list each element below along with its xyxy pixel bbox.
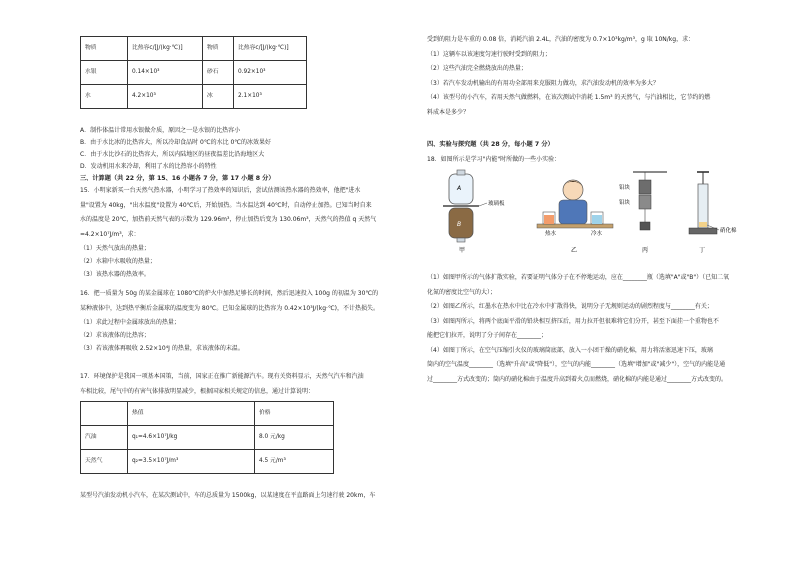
- q18-part: 过________方式改变的；筒内的硝化棉由于温度升高到着火点而燃烧，硝化棉的内能是通过________方式改变的。: [427, 375, 728, 383]
- caption-b: 乙: [571, 246, 578, 254]
- label-a: A: [457, 184, 462, 192]
- caption-a: 甲: [459, 246, 466, 254]
- option-a: A．制作体温计常用水银做介质，原因之一是水银的比热容小: [80, 127, 241, 134]
- table-row: 水银 0.14×10³ 砂石 0.92×10³: [81, 61, 307, 85]
- cold-water-label: 冷水: [591, 230, 603, 237]
- q15-subquestion: （1）天然气放出的热量；: [80, 245, 150, 253]
- table-row: 天然气 q₂=3.5×10⁷J/m³ 4.5 元/m³: [81, 449, 334, 473]
- q17-text: 某型号汽油发动机小汽车，在某次测试中，车的总质量为 1500kg，以某速度在平直路面上匀速行驶 20km，车: [80, 491, 376, 499]
- caption-c: 丙: [642, 246, 649, 254]
- q17-subquestion: （3）若汽车发动机输出的有用功全部用来克服阻力做功，求汽油发动机的效率为多大？: [427, 79, 659, 87]
- q17-text: 17．环境保护是我国一项基本国策，当前，国家正在推广新能源汽车。现有关资料显示，天然气汽车和汽油: [80, 373, 364, 381]
- q18-intro: 18．如图所示是学习"内能"时所做的一些小实验：: [427, 155, 561, 163]
- desk: [537, 224, 613, 228]
- q15-subquestion: （2）水箱中水吸收的热量；: [80, 258, 156, 266]
- q17-text: 车相比较，尾气中的有害气体排放明显减少，根据国家相关规定的信息，通过计算说明：: [80, 387, 315, 395]
- section-heading: 四、实验与探究题（共 28 分，每小题 7 分）: [427, 141, 554, 148]
- cotton-label: 硝化棉: [720, 227, 737, 234]
- q16-text: 16．把一质量为 50g 的某金属球在 1080℃的炉火中加热足够长的时间，然后迅速投入 100g 的初温为 30℃的: [80, 290, 379, 298]
- q17-subquestion: （4）该型号的小汽车，若用天然气做燃料，在该次测试中消耗 1.5m³ 的天然气，与汽油相比，它节约的燃: [427, 94, 711, 101]
- weight-icon: [640, 222, 650, 230]
- fuel-table: [80, 401, 334, 474]
- q15-text: 量"设置为 40kg，"出水温度"设置为 40℃后，开始加热。当水温达到 40℃时，自动停止加热。已知当时自来: [80, 201, 372, 209]
- student-experiment: [537, 180, 613, 237]
- q17-subquestion: （1）这辆车以该速度匀速行驶时受到的阻力；: [427, 50, 551, 58]
- q18-part: 能把它们拉开，说明了分子间存在________；: [427, 332, 548, 340]
- left-column: [80, 36, 410, 499]
- q16-text: 某种液体中，达到热平衡后金属球的温度变为 80℃。已知金属球的比热容为 0.42×10³J/(kg·℃)，不计热损失。: [80, 304, 380, 312]
- experiment-figure: [427, 168, 779, 272]
- option-b: B．由于水比冰的比热容大，所以冷却食品时 0℃的水比 0℃的冰效果好: [80, 139, 272, 146]
- specific-heat-table: [80, 36, 307, 109]
- q17-subquestion: 料成本是多少？: [427, 108, 470, 116]
- q18-part: （3）如图丙所示，将两个底面平滑的铅块相互挤压后，用力拉开但很难将它们分开，甚至下面挂一个重物也不: [427, 317, 719, 325]
- lead-label-2: 铅块: [619, 199, 631, 206]
- table-header-row: 热值 价格: [81, 401, 334, 425]
- table-row: 水 4.2×10³ 冰 2.1×10³: [81, 85, 307, 109]
- label-b: B: [457, 220, 462, 228]
- q18-part: （2）如图乙所示，红墨水在热水中比在冷水中扩散得快，说明分子无规则运动的剧烈程度与________有关；: [427, 303, 713, 311]
- lead-block-apparatus: [619, 172, 667, 230]
- glass-label: 玻璃板: [488, 200, 505, 207]
- q17-subquestion: （2）这些汽油完全燃烧放出的热量；: [427, 65, 527, 72]
- q18-part: （4）如图丁所示，在空气压缩引火仪的玻璃筒底部，放入一小团干燥的硝化棉，用力将活塞迅速下压，玻璃: [427, 346, 713, 354]
- student-head-icon: [563, 180, 583, 200]
- q15-text: 15．小明家新买一台天然气热水器，小明学习了热效率的知识后，尝试估测该热水器的热效率，他把"进水: [80, 187, 361, 195]
- q16-subquestion: （1）求此过程中金属球放出的热量；: [80, 319, 180, 327]
- q18-part: 筒内的空气温度________（选填"升高"或"降低"），空气的内能________（选填"增加"或"减少"），空气的内能是通: [427, 361, 726, 369]
- table-header-row: 物质 比热容c/[J/(kg·℃)] 物质 比热容c/[J/(kg·℃)]: [81, 37, 307, 61]
- q17-continued: 受到的阻力是车重的 0.08 倍，消耗汽油 2.4L，汽油的密度为 0.7×10³kg/m³，g 取 10N/kg，求：: [427, 36, 695, 43]
- q18-part: （1）如图甲所示的气体扩散实验，若要证明气体分子在不停地运动，应在________瓶（选填"A"或"B"）（已知二氧: [427, 274, 730, 282]
- q16-subquestion: （3）若该液体再吸收 2.52×10⁴J 的热量，求该液体的末温。: [80, 345, 244, 353]
- hot-water-label: 热水: [545, 230, 557, 237]
- diffusion-apparatus: [443, 170, 505, 242]
- caption-d: 丁: [699, 246, 706, 254]
- section-heading: 三、计算题（共 22 分，第 15、16 小题各 7 分，第 17 小题 8 分）: [80, 175, 275, 182]
- right-column: [427, 36, 779, 390]
- q15-text: 水的温度是 20℃，加热前天然气表的示数为 129.96m³，停止加热后变为 130.06m³，天然气的热值 q 天然气: [80, 216, 377, 224]
- table-row: 汽油 q₁=4.6×10⁷J/kg 8.0 元/kg: [81, 425, 334, 449]
- q18-part: 化氮的密度比空气的大）；: [427, 288, 497, 296]
- option-d: D．发动机用水来冷却，利用了水的比热容小的特性: [80, 163, 217, 170]
- option-c: C．由于水比沙石的比热容大，所以内陆地区的昼夜温差比沿海地区大: [80, 151, 265, 158]
- compression-igniter: [689, 172, 737, 234]
- q15-text: =4.2×10⁷J/m³，求：: [80, 230, 140, 238]
- q16-subquestion: （2）求该液体的比热容；: [80, 332, 150, 340]
- q15-subquestion: （3）该热水器的热效率。: [80, 271, 150, 279]
- lead-label-1: 铅块: [619, 184, 631, 191]
